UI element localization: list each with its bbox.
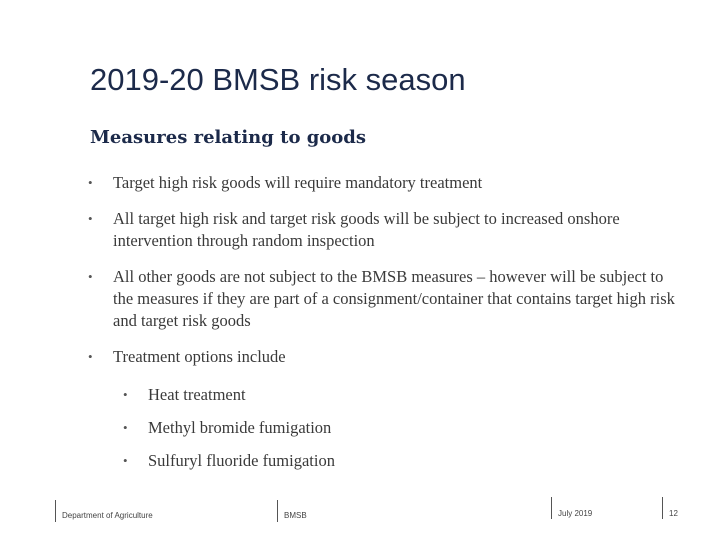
bullet-text: Treatment options include	[113, 347, 286, 366]
bullet-list	[86, 172, 676, 486]
bullet-item-treatment-options	[86, 346, 676, 472]
slide-subtitle: Measures relating to goods	[90, 127, 367, 148]
bullet-item: • All other goods are not subject to the BMSB measures – however will be subject to the measures if they are part of a consignment/container that contains target high risk and target risk goods	[86, 266, 676, 332]
sub-bullet-list	[121, 384, 676, 472]
sub-bullet-item: • Methyl bromide fumigation	[121, 417, 676, 439]
slide-title: 2019-20 BMSB risk season	[90, 62, 466, 97]
footer-topic-text: BMSB	[284, 511, 307, 520]
bullet-item: • All target high risk and target risk goods will be subject to increased onshore intervention through random inspection	[86, 208, 676, 252]
sub-bullet-item: • Heat treatment	[121, 384, 676, 406]
sub-bullet-item: • Sulfuryl fluoride fumigation	[121, 450, 676, 472]
footer-divider	[277, 500, 278, 522]
footer-divider	[551, 497, 552, 519]
footer-divider	[55, 500, 56, 522]
bullet-item: • Target high risk goods will require mandatory treatment	[86, 172, 676, 194]
page-number: 12	[669, 509, 678, 518]
footer-divider	[662, 497, 663, 519]
footer-date-text: July 2019	[558, 509, 593, 518]
footer-department-text: Department of Agriculture	[62, 511, 153, 520]
